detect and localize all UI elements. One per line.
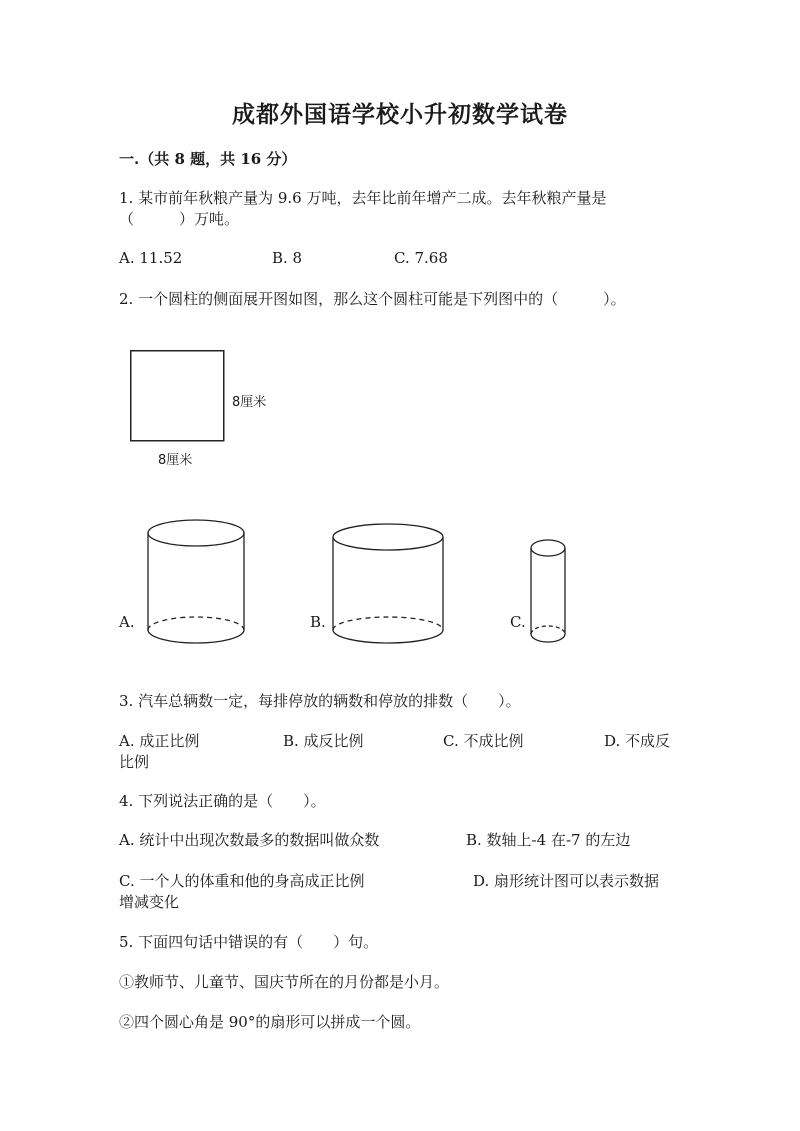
question-3-option-a: A. 成正比例 [119, 732, 200, 750]
question-3-option-d: D. 不成反 [604, 732, 671, 750]
question-4-option-b: B. 数轴上-4 在-7 的左边 [466, 831, 631, 849]
question-3-option-d-wrap: 比例 [119, 753, 150, 771]
cylinder-a [146, 518, 246, 646]
question-5-statement-2: ②四个圆心角是 90°的扇形可以拼成一个圆。 [119, 1013, 421, 1031]
section-heading: 一.（共 8 题，共 16 分） [119, 150, 297, 168]
question-3-option-b: B. 成反比例 [283, 732, 364, 750]
question-1-option-b: B. 8 [272, 249, 303, 267]
question-3-text: 3. 汽车总辆数一定，每排停放的辆数和停放的排数（ ）。 [119, 692, 521, 710]
question-2-text: 2. 一个圆柱的侧面展开图如图，那么这个圆柱可能是下列图中的（ ）。 [119, 290, 626, 308]
question-1-option-c: C. 7.68 [394, 249, 448, 267]
square-net-figure [130, 350, 225, 442]
question-5-statement-1: ①教师节、儿童节、国庆节所在的月份都是小月。 [119, 973, 450, 991]
question-2-option-a: A. [119, 613, 135, 631]
question-4-option-d: D. 扇形统计图可以表示数据 [473, 872, 660, 890]
cylinder-c [529, 538, 567, 646]
cylinder-b [331, 522, 445, 646]
question-1-option-a: A. 11.52 [119, 249, 183, 267]
question-1-line-2: （ ）万吨。 [119, 210, 240, 228]
question-1-line-1: 1. 某市前年秋粮产量为 9.6 万吨，去年比前年增产二成。去年秋粮产量是 [119, 189, 607, 207]
page-title: 成都外国语学校小升初数学试卷 [232, 101, 568, 128]
question-2-option-c: C. [510, 613, 526, 631]
square-net [131, 351, 224, 441]
question-4-option-a: A. 统计中出现次数最多的数据叫做众数 [119, 831, 380, 849]
question-5-text: 5. 下面四句话中错误的有（ ）句。 [119, 933, 379, 951]
question-4-text: 4. 下列说法正确的是（ ）。 [119, 792, 326, 810]
question-4-option-d-wrap: 增减变化 [119, 893, 180, 911]
square-bottom-label: 8厘米 [158, 453, 193, 468]
square-side-label: 8厘米 [232, 395, 267, 410]
question-4-option-c: C. 一个人的体重和他的身高成正比例 [119, 872, 365, 890]
question-3-option-c: C. 不成比例 [443, 732, 524, 750]
question-2-option-b: B. [310, 613, 326, 631]
